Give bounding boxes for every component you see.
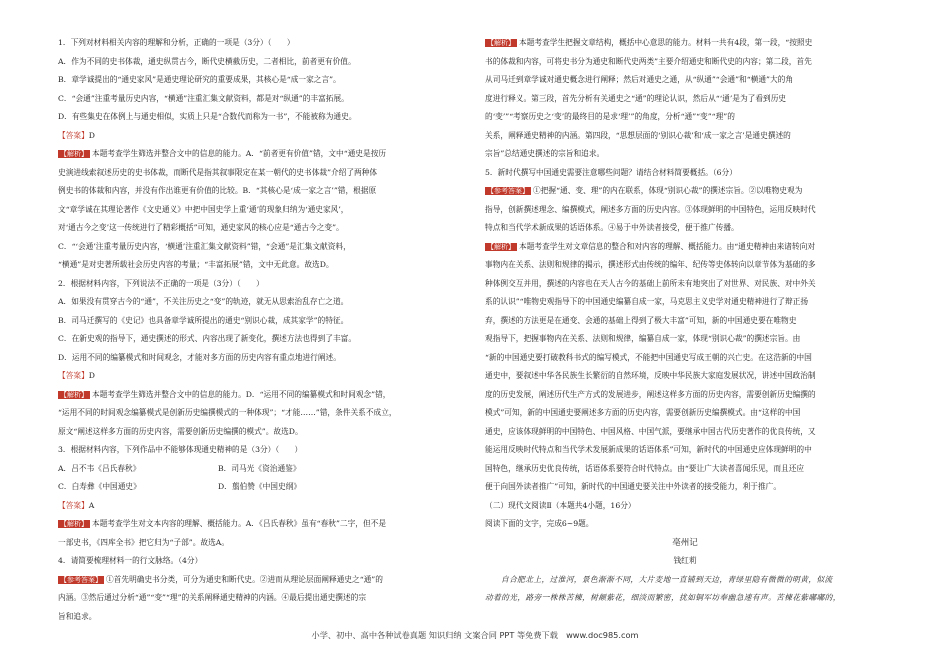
question-4: 4．请简要梳理材料一的行文脉络。（4分） <box>58 556 203 565</box>
story-text-line: 自合肥北上，过淮河，景色渐渐不同，大片麦地一直铺到天边，青绿里隐有微微的明黄，似流 <box>501 574 833 584</box>
question-2: 2．根据材料内容，下列说法不正确的一项是（3分）（ ） <box>58 278 264 288</box>
left-column <box>58 34 443 626</box>
text-line: 国特色，继承历史优良传统，话语体系要符合时代特点。由“要让广大读者喜闻乐见，而且还应 <box>485 463 805 473</box>
text-line: 弃，撰述的方法更是在通变、会通的基础上得到了极大丰富”可知，新的中国通史要在唯物史 <box>485 315 797 325</box>
text-line: 特点和当代学术新成果的话语体系。④易于中外读者接受，便于推广传播。 <box>485 223 739 232</box>
right-column <box>485 34 885 608</box>
reading-instruction: 阅读下面的文字，完成6~9题。 <box>485 519 594 528</box>
text-line: 书的体裁和内容，可将史书分为通史和断代史两类”主要介绍通史和断代史的内容；第二段，首先 <box>485 56 812 66</box>
q3-option-c: C．白寿彝《中国通史》 <box>58 482 141 491</box>
explanation-tag: 【解析】 <box>60 520 88 528</box>
text-line: 系的认识”“唯物史观指导下的中国通史编纂自成一家，马克思主义史学对通史精神进行了辩正扬 <box>485 297 809 306</box>
q2-option-b: B．司马迁撰写的《史记》也具备章学诚所提出的通史“别识心裁，成其家学”的特征。 <box>58 315 349 325</box>
answer-label: 【答案】 <box>58 371 89 380</box>
q1-option-b: B．章学诚提出的“通史家风”是通史理论研究的重要成果，其核心是“成一家之言”。 <box>58 75 341 84</box>
answer-label: 【答案】 <box>58 500 89 510</box>
q3-option-b: B．司马光《资治通鉴》 <box>218 463 301 473</box>
text-line: 度的历史发展，阐述历代生产方式的发展进步，阐述这样多方面的历史内容，需要创新历史编撰的 <box>485 389 816 399</box>
text-line: 本题考查学生筛选并整合文中的信息的能力。D．“运用不同的编纂模式和时间观念”错， <box>92 389 391 399</box>
q1-explanation <box>58 145 443 164</box>
q1-option-d: D．有些集史在体例上与通史相似，实质上只是“合数代而称为一书”，不能被称为通史。 <box>58 112 357 121</box>
q2-option-d: D．运用不同的编纂模式和时间观念，才能对多方面的历史内容有重点地进行阐述。 <box>58 352 341 362</box>
text-line: 例史书的体裁和内容，并没有作出谁更有价值的比较。B．“其核心是‘成一家之言’”错，根据原 <box>58 186 377 195</box>
text-line: 从司马迁到章学诚对通史概念进行阐释；然后对通史之通，从“纵通”“会通”和“横通”大的角 <box>485 75 794 84</box>
text-line: ①把握“通、变、理”的内在联系，体现“别识心裁”的撰述宗旨。②以唯物史观为 <box>533 186 803 195</box>
answer-value: A <box>88 500 95 510</box>
text-line: ①首先明确史书分类，可分为通史和断代史。②进而从理论层面阐释通史之“通”的 <box>106 574 383 584</box>
text-line: 的‘变’”“考察历史之‘变’的最终目的是求‘理’”的角度，分析“通”“变”“理”的 <box>485 112 735 121</box>
q2-option-c: C．在新史观的指导下，通史撰述的形式、内容出现了新变化，撰述方法也得到了丰富。 <box>58 334 357 343</box>
q4-explanation <box>485 34 885 53</box>
q1-option-c: C．“会通”注重考量历史内容，“横通”注重汇集文献资料，都是对“纵通”的丰富拓展。 <box>58 93 349 103</box>
text-line: 关系，阐释通史精神的内涵。第四段，“思想层面的‘别识心裁’和‘成一家之言’是通史撰述的 <box>485 130 791 140</box>
q1-answer <box>58 127 443 146</box>
explanation-tag: 【解析】 <box>487 242 515 251</box>
q4-reference-answer <box>58 571 443 590</box>
reference-answer-tag: 【参考答案】 <box>487 187 529 195</box>
text-line: 原文“阐述这样多方面的历史内容，需要创新历史编撰的模式”。故选D。 <box>58 426 303 436</box>
explanation-tag: 【解析】 <box>487 39 515 47</box>
question-1: 1．下列对材料相关内容的理解和分析，正确的一项是（3分）（ ） <box>58 38 295 47</box>
text-line: 史演进线索叙述历史的史书体裁，而断代是指其叙事限定在某一朝代的史书体裁”介绍了两种体 <box>58 167 378 177</box>
answer-value: D <box>88 371 95 380</box>
text-line: 本题考查学生对文章信息的整合和对内容的理解、概括能力。由“通史精神由来诸转向对 <box>519 241 816 251</box>
story-text-line: 动着的光，路旁一株株苦楝，树颠紫花，细淡而繁密，扰如铜军坊奉幽急速有声。苦楝花紫嘟嘟的， <box>485 593 841 602</box>
story-title: 亳州记 <box>672 537 698 548</box>
text-line: 通史中，要叙述中华各民族生长繁衍的自然环境，反映中华民族大家庭发展状况，讲述中国政治制 <box>485 371 816 380</box>
text-line: 本题考查学生把握文章结构，概括中心意思的能力。材料一共有4段，第一段，“按照史 <box>519 38 813 47</box>
q5-reference-answer <box>485 182 885 201</box>
q2-explanation <box>58 386 443 405</box>
explanation-tag: 【解析】 <box>60 150 88 158</box>
section-heading: （二）现代文阅读Ⅱ（本题共4小题，16分） <box>485 500 636 510</box>
story-author: 钱红莉 <box>673 556 697 565</box>
text-line: 旨和追求。 <box>58 611 97 621</box>
text-line: “横通”是对史著所载社会历史内容的考量；“丰富拓展”错，文中无此意。故选D。 <box>58 260 334 269</box>
text-line: 能运用反映时代特点和当代学术发展新成果的话语体系”可知，新时代的中国通史应体现鲜明的中 <box>485 445 812 454</box>
answer-label: 【答案】 <box>58 130 89 140</box>
q2-option-a: A．如果没有贯穿古今的“通”，不关注历史之“变”的轨迹，就无从思索治乱存亡之道。 <box>58 297 349 306</box>
text-line: 宗旨”总结通史撰述的宗旨和追求。 <box>485 149 605 158</box>
q3-options-row-2 <box>58 478 443 497</box>
answer-value: D <box>88 130 95 140</box>
text-line: “运用不同的时间观念编纂模式是创新历史编撰模式的一种体现”；“才能……”错，条件关系不成立， <box>58 408 397 417</box>
q3-option-a: A．吕不韦《吕氏春秋》 <box>58 463 141 473</box>
page-footer: 小学、初中、高中各种试卷真题 知识归纳 文案合同 PPT 等免费下载 www.doc985.com <box>311 630 639 640</box>
text-line: 一部史书，《四库全书》把它归为“子部”。故选A。 <box>58 537 230 547</box>
question-5: 5．新时代撰写中国通史需要注意哪些问题？请结合材料简要概括。（6分） <box>485 167 737 177</box>
q1-option-a: A．作为不同的史书体裁，通史纵贯古今，断代史横截历史，二者相比，前者更有价值。 <box>58 56 356 66</box>
text-line: C．“‘会通’注重考量历史内容，‘横通’注重汇集文献资料”错，“会通”是汇集文献资料， <box>58 241 351 251</box>
text-line: 种体例交互并用，撰述的内容也在天人古今的基础上前所未有地突出了对世界、对民族、对中外关 <box>485 278 816 288</box>
reference-answer-tag: 【参考答案】 <box>60 575 102 584</box>
explanation-tag: 【解析】 <box>60 390 88 399</box>
text-line: 本题考查学生筛选并整合文中的信息的能力。A．“前者更有价值”错，文中“通史是按历 <box>92 149 387 158</box>
text-line: 通史，应该体现鲜明的中国特色、中国风格、中国气派，要继承中国古代历史著作的优良传统，又 <box>485 426 816 436</box>
text-line: 文“章学诚在其理论著作《文史通义》中把中国史学上重‘通’的现象归纳为‘通史家风’， <box>58 204 349 214</box>
text-line: 事物内在关系、法则和规律的揭示，撰述形式由传统的编年、纪传等史体转向以章节体为基础的多 <box>485 260 816 269</box>
text-line: 便于向国外读者推广”可知，新时代的中国通史要关注中外读者的接受能力，利于推广。 <box>485 482 782 491</box>
text-line: 内涵。③然后通过分析“通”“变”“理”的关系阐释通史精神的内涵。④最后提出通史撰述的宗 <box>58 593 367 602</box>
text-line: 观指导下，把握事物内在关系、法则和规律，编纂自成一家，体现“别识心裁”的撰述宗旨。由 <box>485 334 801 343</box>
text-line: 本题考查学生对文本内容的理解、概括能力。A．《吕氏春秋》虽有“春秋”二字，但不是 <box>92 519 387 528</box>
q5-explanation <box>485 238 885 257</box>
q3-explanation <box>58 515 443 534</box>
text-line: 对‘通古今之变’这一传统进行了精彩概括”可知，通史家风的核心应是“通古今之变”。 <box>58 223 344 232</box>
question-3: 3．根据材料内容，下列作品中不能够体现通史精神的是（3分）（ ） <box>58 445 303 454</box>
q3-answer <box>58 497 443 516</box>
text-line: 度进行释义。第三段，首先分析有关通史之“通”的理论认识，然后从“‘通’是为了看到历史 <box>485 93 787 103</box>
text-line: “新的中国通史要打破教科书式的编写模式，不能把中国通史写成王朝的兴亡史。在这浩新的中国 <box>485 352 812 362</box>
q2-answer <box>58 367 443 386</box>
text-line: 模式”可知，新的中国通史要阐述多方面的历史内容，需要创新历史编撰模式。由“这样的中国 <box>485 408 801 417</box>
text-line: 指导，创新撰述理念、编撰模式，阐述多方面的历史内容。③体现鲜明的中国特色，运用反映时代 <box>485 204 816 214</box>
q3-option-d: D．翦伯赞《中国史纲》 <box>218 482 302 491</box>
q3-options-row-1 <box>58 460 443 479</box>
